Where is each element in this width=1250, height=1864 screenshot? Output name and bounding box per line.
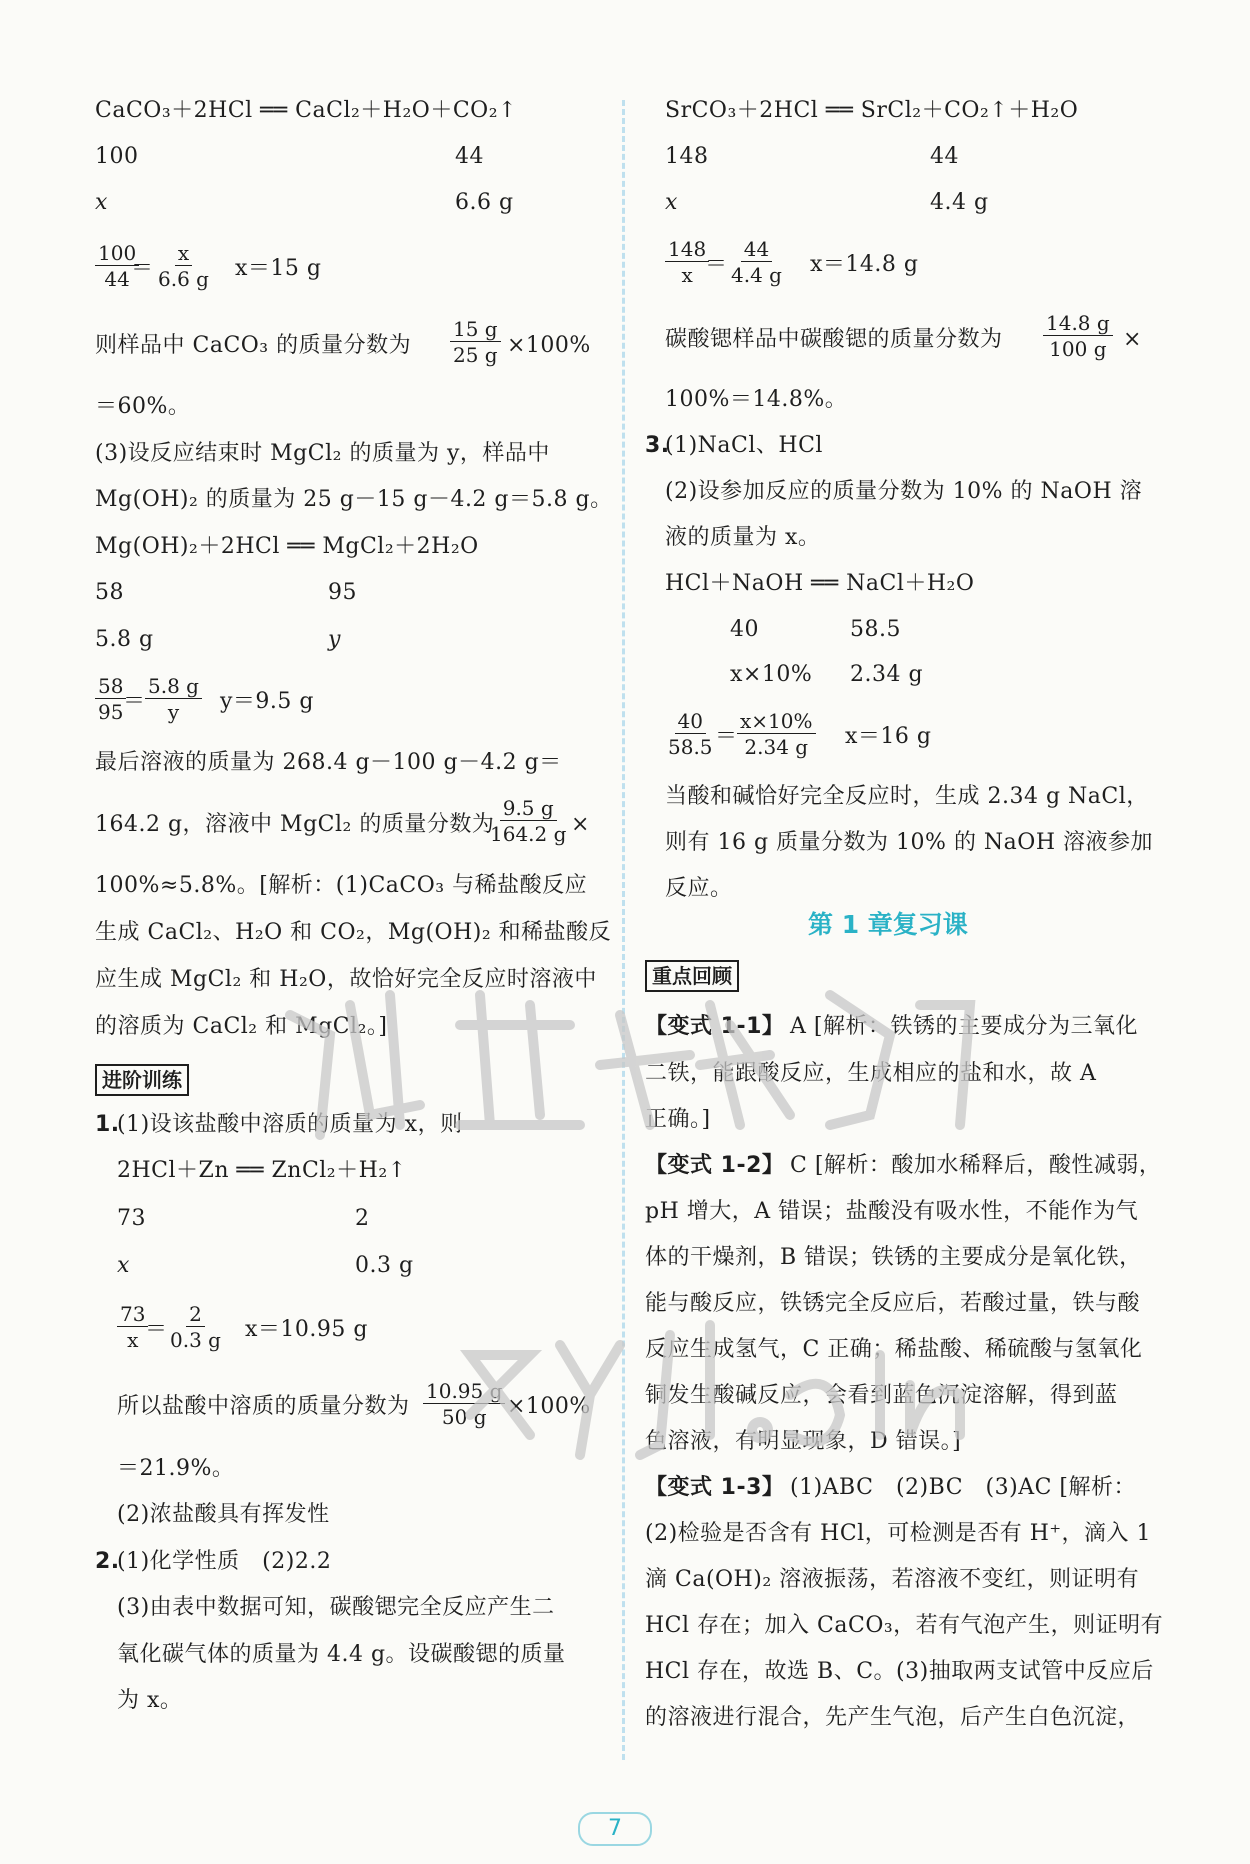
fraction: $\frac{58}{95}$ (95, 675, 126, 723)
text-line: HCl 存在，故选 B、C。(3)抽取两支试管中反应后 (645, 1659, 1154, 1684)
equation-mgoh2: Mg(OH)₂＋2HCl ══ MgCl₂＋2H₂O (95, 534, 479, 559)
text-line: 的溶液进行混合，先产生气泡，后产生白色沉淀， (645, 1705, 1141, 1730)
text-line: HCl 存在；加入 CaCO₃，若有气泡产生，则证明有 (645, 1613, 1164, 1638)
fraction: $\frac{14.8 g}{100 g}$ (1043, 312, 1113, 360)
text-line: 则有 16 g 质量分数为 10% 的 NaOH 溶液参加 (665, 830, 1154, 855)
text-line: 当酸和碱恰好完全反应时，生成 2.34 g NaCl， (665, 784, 1149, 809)
molar-mass: 100 (95, 144, 139, 169)
text-line: 二铁，能跟酸反应，生成相应的盐和水，故 A (645, 1061, 1097, 1086)
text-line: 生成 CaCl₂、H₂O 和 CO₂，Mg(OH)₂ 和稀盐酸反 (95, 920, 612, 945)
value: 2.34 g (850, 662, 924, 687)
variable: x (117, 1253, 130, 1278)
text-line: 反应。 (665, 876, 733, 901)
text-line: Mg(OH)₂ 的质量为 25 g－15 g－4.2 g＝5.8 g。 (95, 487, 613, 512)
fraction: $\frac{2}{0.3 g}$ (170, 1302, 221, 1352)
text-line: A [解析：铁锈的主要成分为三氧化 (790, 1014, 1138, 1039)
variable: y (328, 627, 341, 652)
molar-mass: 2 (355, 1206, 370, 1231)
molar-mass: 95 (328, 580, 357, 605)
value: 0.3 g (355, 1253, 414, 1278)
text-line: (3)设反应结束时 MgCl₂ 的质量为 y，样品中 (95, 441, 550, 466)
question-number: 3. (645, 433, 670, 458)
result: x＝16 g (845, 724, 932, 749)
fraction: $\frac{x\times 10\%}{2.34 g}$ (737, 710, 816, 758)
fraction: $\frac{100}{44}$ (95, 242, 139, 290)
variable: x (95, 190, 108, 215)
text-line: ×100% (507, 333, 591, 358)
variable: x (665, 190, 678, 215)
text-line: 氧化碳气体的质量为 4.4 g。设碳酸锶的质量 (117, 1642, 566, 1667)
text-line: 滴 Ca(OH)₂ 溶液振荡，若溶液不变红，则证明有 (645, 1567, 1140, 1592)
text-line: 液的质量为 x。 (665, 525, 821, 550)
question-number: 2. (95, 1549, 120, 1574)
text-line: × (571, 812, 590, 837)
text-line: 所以盐酸中溶质的质量分数为 (117, 1394, 410, 1419)
fraction: $\frac{15 g}{25 g}$ (450, 318, 501, 366)
page-number: 7 (578, 1812, 652, 1846)
text-line: 反应生成氢气，C 正确；稀盐酸、稀硫酸与氢氧化 (645, 1337, 1143, 1362)
equals-sign: ＝ (705, 252, 728, 277)
text-line: 100%≈5.8%。[解析：(1)CaCO₃ 与稀盐酸反应 (95, 873, 588, 898)
result: x＝14.8 g (810, 252, 919, 277)
equals-sign: ＝ (123, 689, 146, 714)
text-line: ×100% (507, 1394, 591, 1419)
result: x＝10.95 g (245, 1317, 368, 1342)
molar-mass: 44 (455, 144, 484, 169)
fraction: $\frac{x}{6.6 g}$ (158, 241, 209, 291)
value: 4.4 g (930, 190, 989, 215)
section-title-advanced: 进阶训练 (95, 1064, 189, 1096)
text-line: 的溶质为 CaCl₂ 和 MgCl₂。] (95, 1014, 388, 1039)
molar-mass: 73 (117, 1206, 146, 1231)
molar-mass: 58 (95, 580, 124, 605)
molar-mass: 148 (665, 144, 709, 169)
text-line: 最后溶液的质量为 268.4 g－100 g－4.2 g＝ (95, 750, 562, 775)
text-line: (3)由表中数据可知，碳酸锶完全反应产生二 (117, 1595, 555, 1620)
value: 6.6 g (455, 190, 514, 215)
text-line: (2)设参加反应的质量分数为 10% 的 NaOH 溶 (665, 479, 1143, 504)
equation-caco3: CaCO₃＋2HCl ══ CaCl₂＋H₂O＋CO₂↑ (95, 98, 517, 123)
text-line: 为 x。 (117, 1688, 183, 1713)
text-line: 则样品中 CaCO₃ 的质量分数为 (95, 333, 412, 358)
equals-sign: ＝ (131, 256, 154, 281)
molar-mass: 58.5 (850, 617, 901, 642)
text-line: (1)设该盐酸中溶质的质量为 x，则 (117, 1112, 463, 1137)
section-title-review: 重点回顾 (645, 960, 739, 992)
result: y＝9.5 g (220, 689, 314, 714)
fraction: $\frac{9.5 g}{164.2 g}$ (490, 796, 567, 846)
variant-label: 【变式 1-3】 (645, 1475, 785, 1500)
text-line: C [解析：酸加水稀释后，酸性减弱， (790, 1153, 1162, 1178)
text-line: (2)浓盐酸具有挥发性 (117, 1502, 330, 1527)
text-line: ＝60%。 (95, 394, 191, 419)
text-line: 碳酸锶样品中碳酸锶的质量分数为 (665, 327, 1003, 352)
text-line: 铜发生酸碱反应，会看到蓝色沉淀溶解，得到蓝 (645, 1383, 1118, 1408)
text-line: 164.2 g，溶液中 MgCl₂ 的质量分数为 (95, 812, 495, 837)
result: x＝15 g (235, 256, 322, 281)
fraction: $\frac{40}{58.5}$ (668, 709, 713, 759)
equation-zn: 2HCl＋Zn ══ ZnCl₂＋H₂↑ (117, 1158, 407, 1183)
fraction: $\frac{44}{4.4 g}$ (731, 237, 782, 287)
chapter-title: 第 1 章复习课 (808, 910, 968, 939)
variant-label: 【变式 1-2】 (645, 1153, 785, 1178)
text-line: 100%＝14.8%。 (665, 387, 848, 412)
equals-sign: ＝ (715, 724, 738, 749)
fraction: $\frac{148}{x}$ (665, 238, 709, 286)
text-line: (1)ABC (2)BC (3)AC [解析： (790, 1475, 1136, 1500)
text-line: 正确。] (645, 1107, 711, 1132)
text-line: 体的干燥剂，B 错误；铁锈的主要成分是氧化铁， (645, 1245, 1142, 1270)
text-line: 色溶液，有明显现象，D 错误。] (645, 1429, 962, 1454)
variant-label: 【变式 1-1】 (645, 1014, 785, 1039)
text-line: (1)化学性质 (2)2.2 (117, 1549, 332, 1574)
fraction: $\frac{73}{x}$ (117, 1303, 148, 1351)
text-line: (2)检验是否含有 HCl，可检测是否有 H⁺，滴入 1 (645, 1521, 1151, 1546)
value: 5.8 g (95, 627, 154, 652)
text-line: × (1123, 327, 1142, 352)
column-divider (622, 100, 625, 1760)
molar-mass: 40 (730, 617, 759, 642)
question-number: 1. (95, 1112, 120, 1137)
text-line: ＝21.9%。 (117, 1456, 235, 1481)
molar-mass: 44 (930, 144, 959, 169)
equation-srco3: SrCO₃＋2HCl ══ SrCl₂＋CO₂↑＋H₂O (665, 98, 1079, 123)
text-line: (1)NaCl、HCl (665, 433, 823, 458)
value: x×10% (730, 662, 813, 687)
text-line: pH 增大，A 错误；盐酸没有吸水性，不能作为气 (645, 1199, 1139, 1224)
fraction: $\frac{10.95 g}{50 g}$ (423, 1380, 505, 1428)
equation-naoh: HCl＋NaOH ══ NaCl＋H₂O (665, 571, 975, 596)
equals-sign: ＝ (145, 1317, 168, 1342)
text-line: 能与酸反应，铁锈完全反应后，若酸过量，铁与酸 (645, 1291, 1141, 1316)
text-line: 应生成 MgCl₂ 和 H₂O，故恰好完全反应时溶液中 (95, 967, 597, 992)
fraction: $\frac{5.8 g}{y}$ (145, 675, 202, 723)
